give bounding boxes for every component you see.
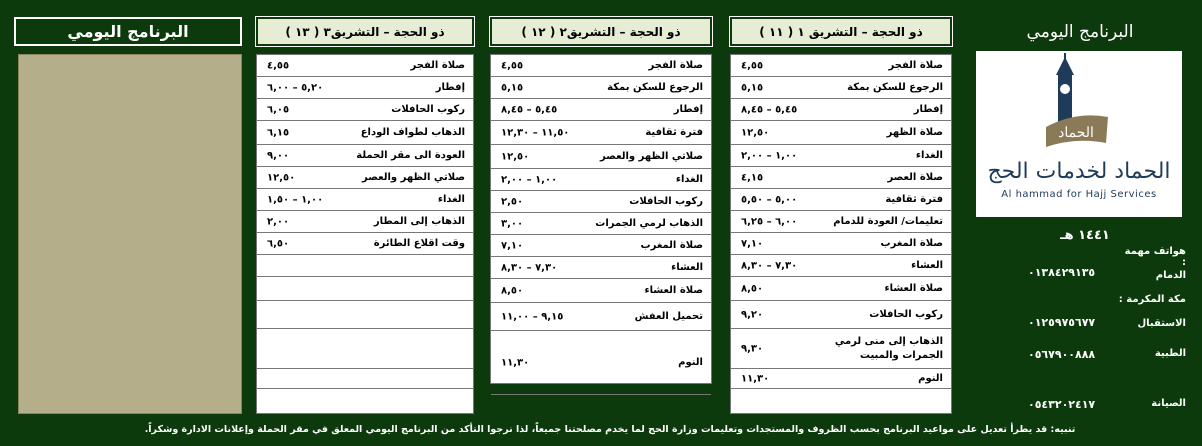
activity-time: ٤,٥٥ — [501, 60, 524, 71]
activity-label: النوم — [918, 372, 943, 384]
year-label: ١٤٤١ هـ — [1060, 228, 1110, 243]
activity-time: ٥,٠٠ – ٥,٥٠ — [741, 194, 798, 205]
day-header: ( ١٣ ) ذو الحجة – التشريق٣ — [256, 17, 474, 46]
schedule-row — [491, 99, 711, 121]
activity-time: ٩,٢٠ — [741, 309, 764, 320]
activity-time: ٢,٥٠ — [501, 196, 524, 207]
activity-time: ٦,٠٥ — [267, 104, 290, 115]
day-header: ( ١١ ) ذو الحجة – التشريق ١ — [730, 17, 952, 46]
brand-name-arabic: الحماد لخدمات الحج — [987, 159, 1171, 184]
activity-label: صلاتي الظهر والعصر — [362, 171, 465, 183]
contacts-title: هواتف مهمة : — [1124, 246, 1186, 268]
activity-time: ٧,٣٠ – ٨,٣٠ — [501, 262, 558, 273]
schedule-row — [731, 329, 951, 369]
activity-time: ٨,٥٠ — [741, 283, 764, 294]
schedule-row — [731, 211, 951, 233]
activity-time: ٥,٤٥ – ٨,٤٥ — [501, 104, 558, 115]
disclaimer-note: تنبيه: قد يطرأ تعديل على مواعيد البرنامج بحسب الظروف والمستجدات وتعليمات وزارة الحج لما يخدم مصلحتنا جميعاً، لذا نرجوا التأكد من البرنامج اليومي المعلق في مقر الحملة وإعلانات الادارة وشكراً. — [144, 424, 1076, 435]
contact-label-makkah: مكة المكرمة : — [1118, 294, 1186, 305]
activity-label: وقت اقلاع الطائرة — [373, 237, 465, 249]
schedule-row — [731, 167, 951, 189]
activity-label: الذهاب لرمي الجمرات — [595, 217, 703, 229]
activity-time: ٩,٣٠ — [741, 343, 764, 354]
activity-label: تعليمات/ العودة للدمام — [833, 215, 943, 227]
contact-label-medical: الطبية — [1154, 348, 1186, 359]
image-placeholder-panel — [18, 54, 242, 414]
activity-label: صلاة العشاء — [644, 284, 703, 296]
day-schedule-table — [256, 54, 474, 414]
activity-time: ٣,٠٠ — [501, 218, 524, 229]
activity-label: ركوب الحافلات — [629, 195, 703, 207]
schedule-row — [731, 255, 951, 277]
schedule-row — [257, 211, 473, 233]
activity-time: ٥,٤٥ – ٨,٤٥ — [741, 104, 798, 115]
activity-label: العشاء — [671, 261, 703, 273]
activity-label: فترة ثقافية — [885, 193, 943, 205]
activity-label: إفطار — [673, 103, 703, 115]
schedule-row — [491, 55, 711, 77]
activity-time: ١١,٣٠ — [741, 373, 770, 384]
activity-label: ركوب الحافلات — [391, 103, 465, 115]
left-program-title: البرنامج اليومي — [14, 17, 242, 46]
schedule-row — [731, 369, 951, 389]
day-header: ( ١٢ ) ذو الحجة – التشريق٢ — [490, 17, 712, 46]
activity-time: ١٢,٥٠ — [741, 127, 770, 138]
schedule-row — [491, 213, 711, 235]
activity-time: ٥,٢٠ – ٦,٠٠ — [267, 82, 324, 93]
activity-time: ١,٠٠ – ١,٥٠ — [267, 194, 324, 205]
contact-number-dammam: ٠١٣٨٤٢٩١٣٥ — [1028, 266, 1096, 279]
schedule-row — [491, 77, 711, 99]
activity-time: ١٢,٥٠ — [267, 172, 296, 183]
activity-label: صلاة العشاء — [884, 282, 943, 294]
schedule-row — [491, 121, 711, 145]
activity-time: ٨,٥٠ — [501, 285, 524, 296]
schedule-row — [491, 235, 711, 257]
schedule-row — [731, 55, 951, 77]
activity-time: ١,٠٠ – ٢,٠٠ — [741, 150, 798, 161]
schedule-row — [731, 189, 951, 211]
activity-label: الذهاب لطواف الوداع — [360, 126, 465, 138]
schedule-row — [257, 277, 473, 301]
schedule-row — [257, 329, 473, 369]
activity-time: ١١,٥٠ – ١٢,٣٠ — [501, 127, 570, 138]
activity-time: ٤,٥٥ — [741, 60, 764, 71]
activity-time: ٩,٠٠ — [267, 150, 290, 161]
schedule-row — [731, 145, 951, 167]
schedule-row — [257, 189, 473, 211]
activity-label: صلاة الفجر — [888, 59, 943, 71]
schedule-row — [257, 55, 473, 77]
activity-time: ١١,٣٠ — [501, 357, 530, 368]
activity-time: ٧,١٠ — [501, 240, 524, 251]
activity-label: العشاء — [911, 259, 943, 271]
emblem-text: الحماد — [1058, 125, 1094, 141]
activity-label: صلاة الفجر — [648, 59, 703, 71]
activity-label: العودة الى مقر الحملة — [356, 149, 465, 161]
activity-time: ٦,١٥ — [267, 127, 290, 138]
activity-label: صلاة الظهر — [886, 126, 943, 138]
schedule-row — [491, 145, 711, 169]
schedule-row — [257, 145, 473, 167]
schedule-row — [257, 255, 473, 277]
schedule-row — [731, 99, 951, 121]
day-schedule-table — [490, 54, 712, 384]
activity-label: إفطار — [435, 81, 465, 93]
schedule-row — [257, 99, 473, 121]
schedule-row — [257, 301, 473, 329]
schedule-row — [731, 277, 951, 301]
schedule-row — [491, 279, 711, 303]
schedule-row — [491, 191, 711, 213]
activity-time: ٩,١٥ – ١١,٠٠ — [501, 311, 564, 322]
activity-time: ٤,١٥ — [741, 172, 764, 183]
activity-label: فترة ثقافية — [645, 126, 703, 138]
activity-label: إفطار — [913, 103, 943, 115]
schedule-row — [491, 331, 711, 395]
activity-time: ٥,١٥ — [501, 82, 524, 93]
brand-name-english: Al hammad for Hajj Services — [1001, 189, 1157, 200]
activity-time: ٦,٥٠ — [267, 238, 290, 249]
activity-label: الرجوع للسكن بمكة — [607, 81, 703, 93]
activity-time: ١٢,٥٠ — [501, 151, 530, 162]
contact-number-reception: ٠١٢٥٩٧٥٦٧٧ — [1028, 316, 1096, 329]
schedule-row — [257, 167, 473, 189]
schedule-row — [731, 233, 951, 255]
contact-label-dammam: الدمام — [1155, 270, 1186, 281]
activity-label: الغداء — [675, 173, 703, 185]
right-program-title: البرنامج اليومي — [1026, 22, 1134, 42]
activity-time: ٧,٣٠ – ٨,٣٠ — [741, 260, 798, 271]
day-schedule-table — [730, 54, 952, 414]
activity-time: ٢,٠٠ — [267, 216, 290, 227]
activity-label: الذهاب إلى المطار — [373, 215, 465, 227]
schedule-row — [257, 77, 473, 99]
activity-time: ٥,١٥ — [741, 82, 764, 93]
activity-label: صلاتي الظهر والعصر — [600, 150, 703, 162]
contact-label-maintenance: الصيانة — [1151, 398, 1186, 409]
activity-label: صلاة العصر — [887, 171, 943, 183]
schedule-row — [491, 257, 711, 279]
activity-label: الغداء — [437, 193, 465, 205]
activity-label: الرجوع للسكن بمكة — [847, 81, 943, 93]
activity-time: ١,٠٠ – ٢,٠٠ — [501, 174, 558, 185]
schedule-row — [731, 121, 951, 145]
schedule-row — [257, 233, 473, 255]
activity-label: الذهاب إلى منى لرمي الجمرات والمبيت — [834, 335, 943, 361]
activity-time: ٦,٠٠ – ٦,٢٥ — [741, 216, 798, 227]
contact-number-medical: ٠٥٦٧٩٠٠٨٨٨ — [1028, 348, 1096, 361]
schedule-row — [731, 77, 951, 99]
schedule-row — [731, 301, 951, 329]
activity-time: ٧,١٠ — [741, 238, 764, 249]
activity-label: صلاة الفجر — [410, 59, 465, 71]
activity-label: الغداء — [915, 149, 943, 161]
activity-label: تحميل العفش — [634, 310, 703, 322]
contact-number-maintenance: ٠٥٤٣٢٠٢٤١٧ — [1028, 398, 1096, 411]
contact-label-reception: الاستقبال — [1137, 318, 1186, 329]
schedule-row — [257, 369, 473, 389]
schedule-row — [491, 169, 711, 191]
schedule-row — [257, 121, 473, 145]
activity-label: ركوب الحافلات — [869, 308, 943, 320]
activity-label: صلاة المغرب — [880, 237, 943, 249]
activity-time: ٤,٥٥ — [267, 60, 290, 71]
activity-label: صلاة المغرب — [640, 239, 703, 251]
logo-emblem-icon — [976, 51, 1182, 159]
brand-logo — [976, 51, 1182, 217]
activity-label: النوم — [678, 356, 703, 368]
schedule-row — [491, 303, 711, 331]
